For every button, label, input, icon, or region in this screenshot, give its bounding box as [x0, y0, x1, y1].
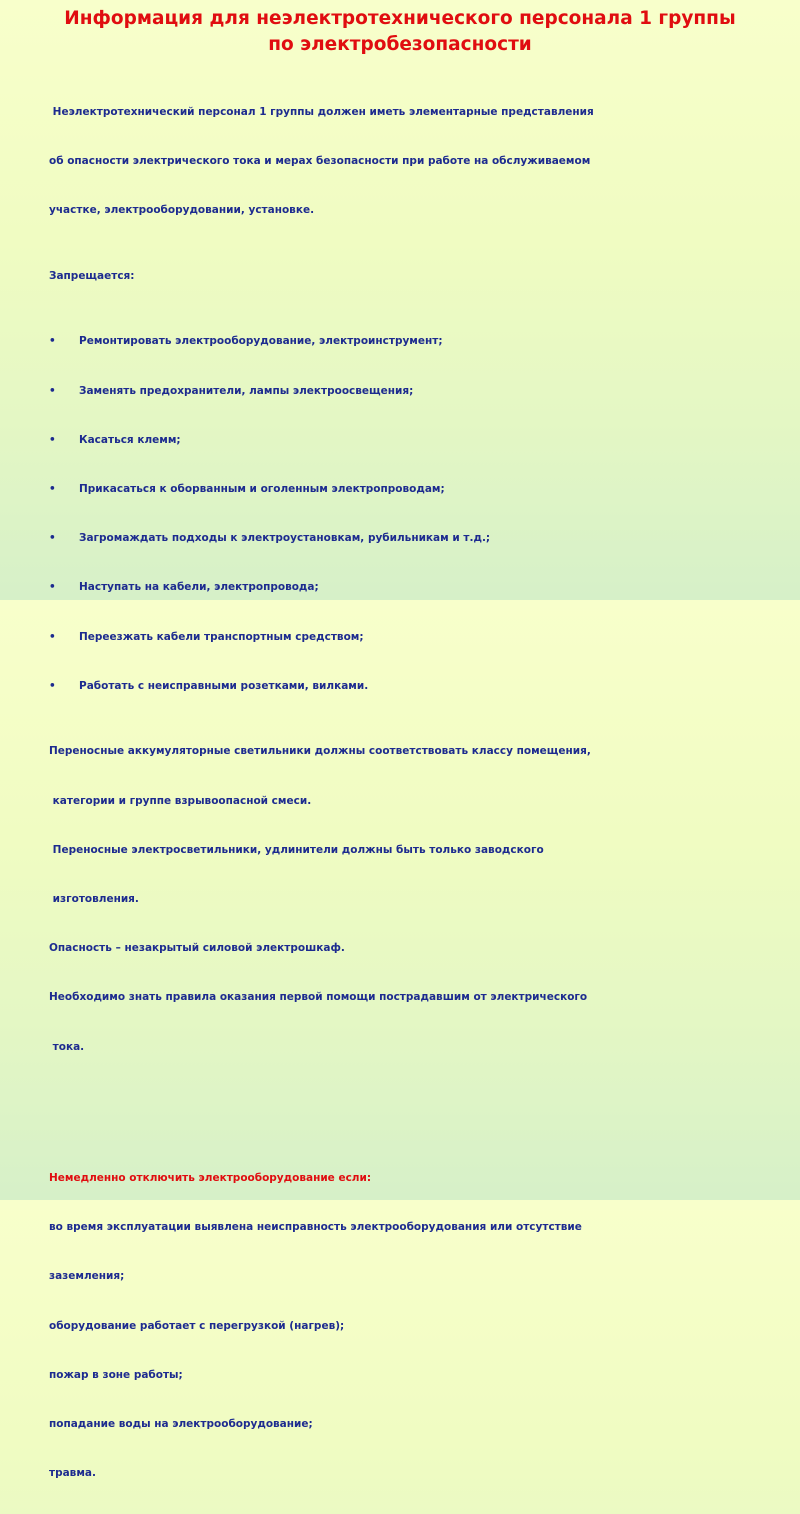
note-line: Необходимо знать правила оказания первой помощи пострадавшим от электрического — [49, 991, 588, 1004]
disconnect-item: оборудование работает с перегрузкой (нагрев); — [49, 1319, 345, 1332]
forbidden-item-text: Работать с неисправными розетками, вилками. — [79, 679, 369, 692]
forbidden-item — [49, 678, 669, 694]
disconnect-item: пожар в зоне работы; — [49, 1368, 183, 1381]
bullet-icon: • — [49, 433, 56, 446]
forbidden-item-text: Переезжать кабели транспортным средством; — [79, 630, 364, 643]
bullet-icon: • — [49, 532, 56, 545]
note-line: категории и группе взрывоопасной смеси. — [49, 794, 312, 807]
note-line: изготовления. — [49, 893, 139, 906]
note-line: Переносные электросветильники, удлинители должны быть только заводского — [49, 843, 544, 856]
forbidden-item — [49, 481, 669, 497]
forbidden-item — [49, 383, 669, 399]
slide-body — [49, 71, 669, 1514]
note-line: тока. — [49, 1040, 85, 1053]
forbidden-item — [49, 333, 669, 349]
page-title-line-1: Информация для неэлектротехнического персонала 1 группы — [64, 8, 736, 29]
forbidden-item-text: Ремонтировать электрооборудование, электроинструмент; — [79, 335, 443, 348]
bullet-icon: • — [49, 483, 56, 496]
disconnect-heading: Немедленно отключить электрооборудование если: — [49, 1171, 372, 1184]
forbidden-item-text: Наступать на кабели, электропровода; — [79, 581, 319, 594]
forbidden-item — [49, 530, 669, 546]
note-line: Переносные аккумуляторные светильники должны соответствовать классу помещения, — [49, 745, 591, 758]
note-line: Опасность – незакрытый силовой электрошкаф. — [49, 942, 345, 955]
spacer — [49, 1104, 669, 1120]
bullet-icon: • — [49, 630, 56, 643]
forbidden-item — [49, 579, 669, 595]
forbidden-item — [49, 629, 669, 645]
page-title — [40, 6, 760, 58]
forbidden-item-text: Касаться клемм; — [79, 433, 181, 446]
forbidden-item — [49, 432, 669, 448]
bullet-icon: • — [49, 384, 56, 397]
intro-line: участке, электрооборудовании, установке. — [49, 204, 315, 217]
bullet-icon: • — [49, 581, 56, 594]
bullet-icon: • — [49, 679, 56, 692]
forbidden-heading: Запрещается: — [49, 269, 135, 282]
disconnect-item: травма. — [49, 1467, 96, 1480]
intro-line: Неэлектротехнический персонал 1 группы должен иметь элементарные представления — [49, 105, 594, 118]
forbidden-item-text: Загромаждать подходы к электроустановкам, рубильникам и т.д.; — [79, 532, 491, 545]
disconnect-item: заземления; — [49, 1270, 125, 1283]
bullet-icon: • — [49, 335, 56, 348]
intro-line: об опасности электрического тока и мерах безопасности при работе на обслуживаемом — [49, 155, 591, 168]
page-title-line-2: по электробезопасности — [268, 34, 532, 55]
forbidden-item-text: Заменять предохранители, лампы электроосвещения; — [79, 384, 414, 397]
disconnect-item: во время эксплуатации выявлена неисправность электрооборудования или отсутствие — [49, 1221, 582, 1234]
disconnect-item: попадание воды на электрооборудование; — [49, 1417, 313, 1430]
forbidden-item-text: Прикасаться к оборванным и оголенным электропроводам; — [79, 483, 445, 496]
